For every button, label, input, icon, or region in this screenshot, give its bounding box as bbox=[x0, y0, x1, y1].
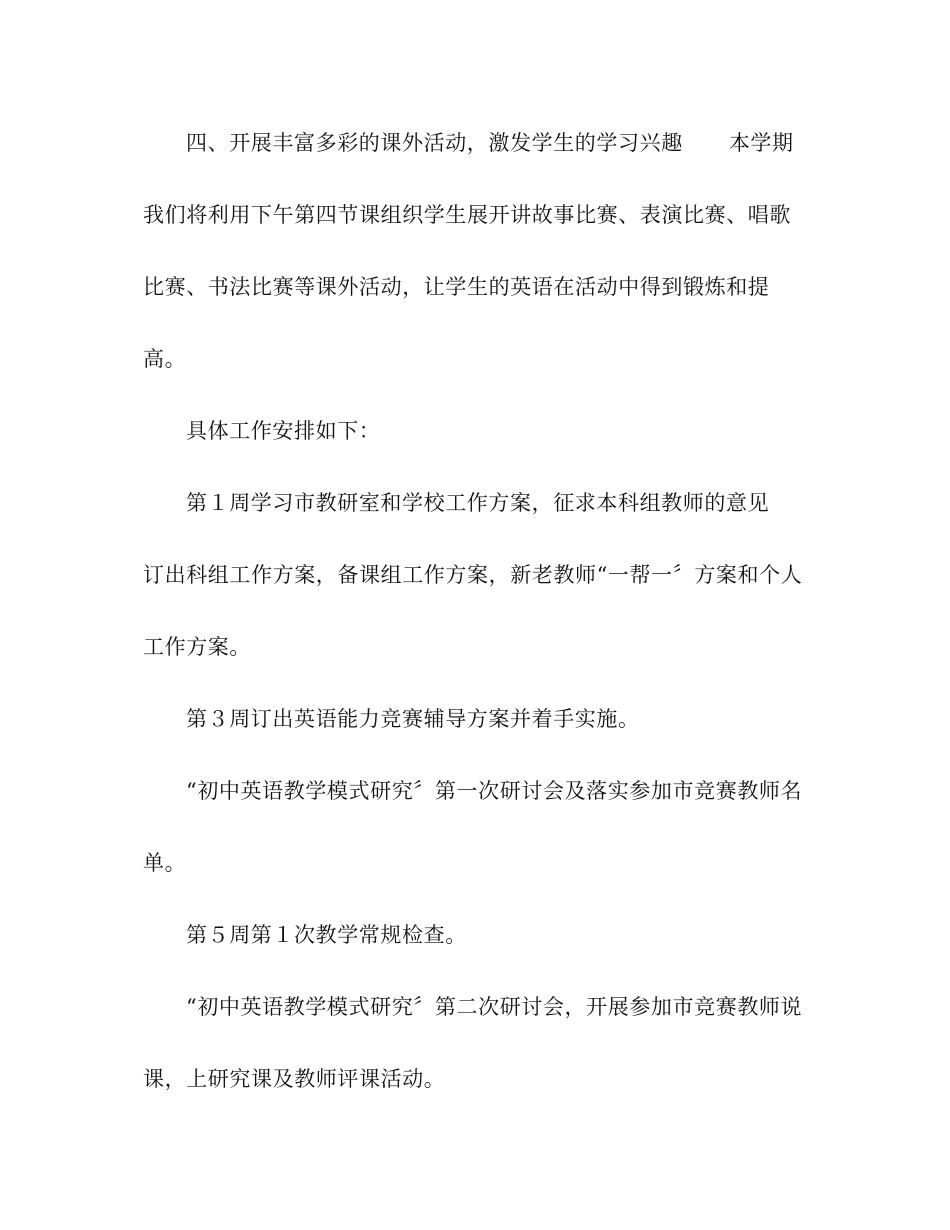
paragraph-line: 第３周订出英语能力竞赛辅导方案并着手实施。 bbox=[186, 707, 640, 731]
paragraph-line: 具体工作安排如下： bbox=[186, 419, 381, 443]
paragraph-line: 第１周学习市教研室和学校工作方案，征求本科组教师的意见 bbox=[186, 491, 770, 515]
paragraph-line: 第５周第１次教学常规检查。 bbox=[186, 923, 467, 947]
paragraph-line: “初中英语教学模式研究〞第一次研讨会及落实参加市竞赛教师名 bbox=[186, 779, 803, 803]
paragraph-line: 我们将利用下午第四节课组织学生展开讲故事比赛、表演比赛、唱歌 bbox=[143, 203, 791, 227]
section-heading-text: 四、开展丰富多彩的课外活动，激发学生的学习兴趣 bbox=[186, 131, 683, 155]
paragraph-text: 本学期 bbox=[728, 131, 794, 155]
paragraph-line: “初中英语教学模式研究〞第二次研讨会，开展参加市竞赛教师说 bbox=[186, 995, 803, 1019]
paragraph-line bbox=[186, 130, 851, 156]
paragraph-line: 高。 bbox=[143, 347, 187, 371]
paragraph-line: 课，上研究课及教师评课活动。 bbox=[143, 1067, 446, 1091]
paragraph-line: 单。 bbox=[143, 851, 187, 875]
paragraph-line: 订出科组工作方案，备课组工作方案，新老教师“一帮一〞方案和个人 bbox=[143, 563, 803, 587]
paragraph-line: 工作方案。 bbox=[143, 635, 251, 659]
paragraph-line: 比赛、书法比赛等课外活动，让学生的英语在活动中得到锻炼和提 bbox=[143, 275, 770, 299]
